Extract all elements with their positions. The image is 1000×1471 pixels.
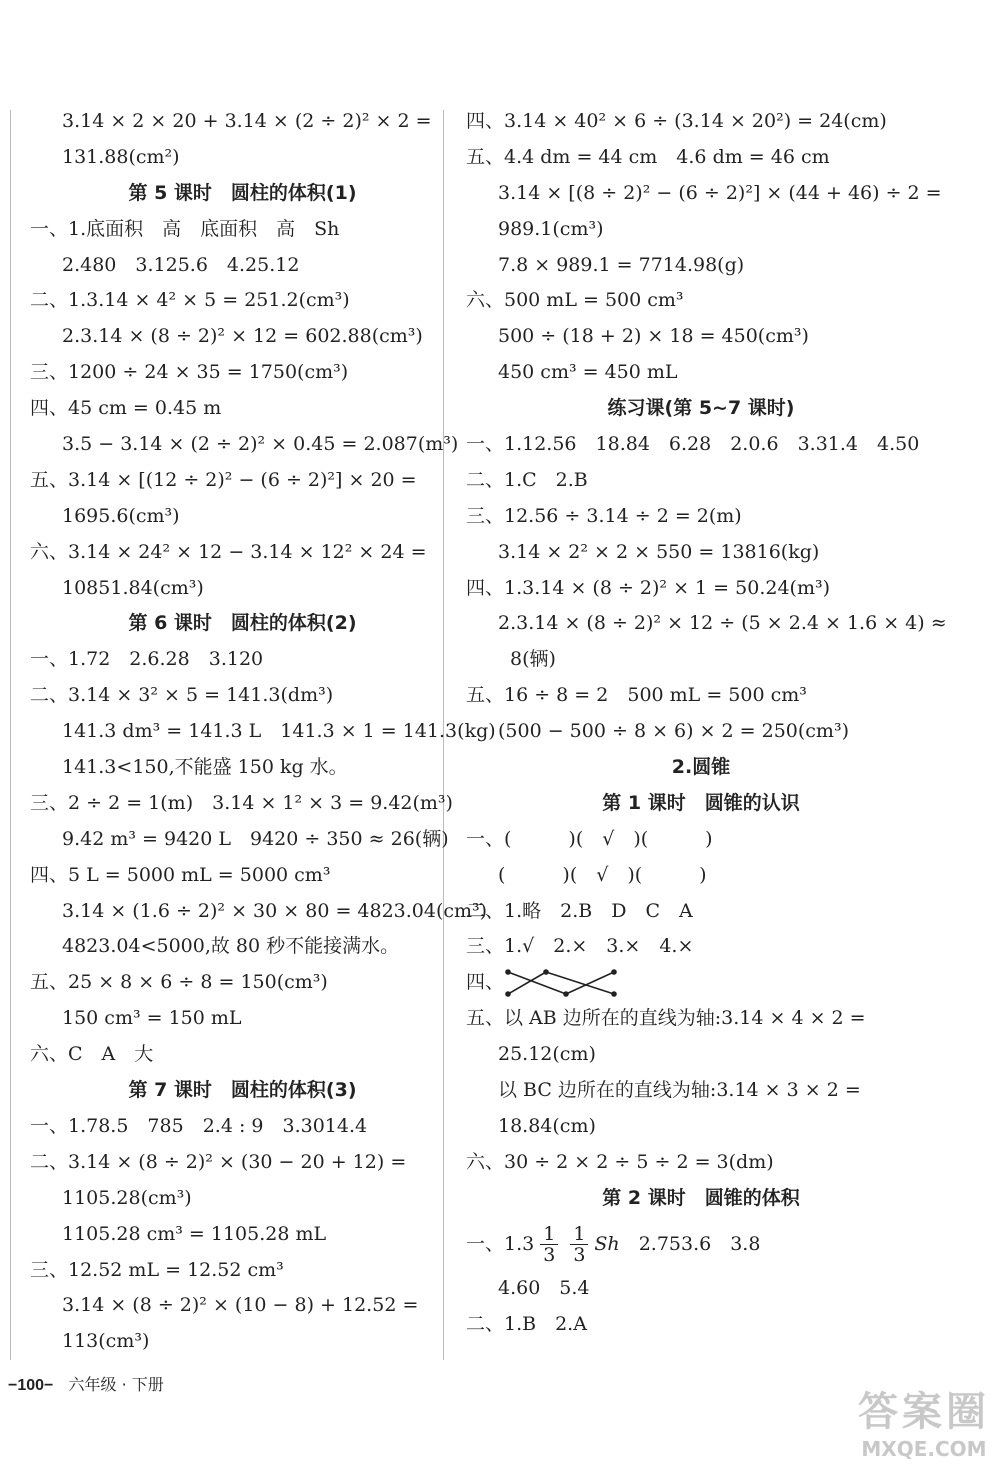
fraction-numerator: 1: [540, 1224, 558, 1245]
answer-line-continued: 3.14 × 2 × 20 + 3.14 × (2 ÷ 2)² × 2 =: [62, 110, 432, 132]
answer-line: 三、2 ÷ 2 = 1(m) 3.14 × 1² × 3 = 9.42(m³): [30, 791, 453, 814]
watermark-logo: [858, 1380, 990, 1461]
answer-line-continued: 150 cm³ = 150 mL: [62, 1007, 242, 1030]
answer-line: 六、30 ÷ 2 × 2 ÷ 5 ÷ 2 = 3(dm): [466, 1150, 774, 1173]
section-heading: 第 7 课时 圆柱的体积(3): [128, 1079, 357, 1102]
answer-line: 二、1.略 2.B D C A: [466, 899, 693, 922]
answer-line-continued: 4.60 5.4: [498, 1276, 590, 1299]
answer-line-continued: 131.88(cm²): [62, 145, 180, 168]
answer-line: 六、500 mL = 500 cm³: [466, 289, 684, 312]
answer-line-continued: 3.14 × [(8 ÷ 2)² − (6 ÷ 2)²] × (44 + 46) ÷ 2 =: [498, 181, 942, 204]
answer-line: 三、1200 ÷ 24 × 35 = 1750(cm³): [30, 361, 349, 384]
answer-line: 四、5 L = 5000 mL = 5000 cm³: [30, 863, 331, 886]
answer-prefix: 四、: [466, 971, 505, 994]
symbol-sh: Sh: [594, 1232, 620, 1255]
answer-line: 一、( )( √ )( ): [466, 827, 713, 850]
answer-line: 一、1.72 2.6.28 3.120: [30, 648, 264, 671]
answer-line: 三、1.√ 2.× 3.× 4.×: [466, 935, 694, 958]
answer-line: 二、1.C 2.B: [466, 468, 588, 491]
answer-line-continued: 141.3<150,不能盛 150 kg 水。: [62, 756, 348, 779]
answer-line-continued: 2.3.14 × (8 ÷ 2)² × 12 ÷ (5 × 2.4 × 1.6 × 4) ≈: [498, 612, 947, 635]
answer-line: 一、1.12.56 18.84 6.28 2.0.6 3.31.4 4.50: [466, 433, 920, 456]
right-column: [466, 104, 947, 1342]
section-heading: 第 5 课时 圆柱的体积(1): [128, 181, 357, 204]
answer-line-continued: 989.1(cm³): [498, 217, 604, 240]
fraction-denominator: 3: [543, 1244, 556, 1267]
matching-lines-icon: [504, 966, 624, 1000]
answer-line-continued: 3.5 − 3.14 × (2 ÷ 2)² × 0.45 = 2.087(m³): [62, 433, 459, 456]
answer-line: 一、1.78.5 785 2.4 : 9 3.3014.4: [30, 1114, 368, 1137]
answer-line: 四、45 cm = 0.45 m: [30, 397, 222, 420]
answer-line: 六、C A 大: [30, 1043, 154, 1066]
answer-line: 四、3.14 × 40² × 6 ÷ (3.14 × 20²) = 24(cm): [466, 110, 887, 132]
answer-line-continued: 141.3 dm³ = 141.3 L 141.3 × 1 = 141.3(kg): [62, 720, 496, 743]
answer-line-continued: 1105.28 cm³ = 1105.28 mL: [62, 1222, 327, 1245]
section-heading: 第 6 课时 圆柱的体积(2): [128, 612, 357, 635]
answer-line: 五、4.4 dm = 44 cm 4.6 dm = 46 cm: [466, 145, 830, 168]
answer-line: 二、3.14 × 3² × 5 = 141.3(dm³): [30, 684, 334, 707]
answer-line-continued: 7.8 × 989.1 = 7714.98(g): [498, 253, 745, 276]
answer-line-continued: 3.14 × (8 ÷ 2)² × (10 − 8) + 12.52 =: [62, 1294, 419, 1317]
answer-line-continued: 2.3.14 × (8 ÷ 2)² × 12 = 602.88(cm³): [62, 325, 423, 348]
answer-line-fraction: [466, 1217, 936, 1271]
answer-line-continued: 以 BC 边所在的直线为轴:3.14 × 3 × 2 =: [498, 1079, 861, 1102]
grade-label: 六年级 · 下册: [68, 1375, 164, 1394]
watermark-url: MXQE.COM: [861, 1437, 987, 1461]
watermark-text: 答案圈: [858, 1389, 990, 1435]
answer-line: 五、以 AB 边所在的直线为轴:3.14 × 4 × 2 =: [466, 1007, 866, 1030]
answer-line-continued: ( )( √ )( ): [498, 863, 707, 886]
answer-line-continued: 2.480 3.125.6 4.25.12: [62, 253, 300, 276]
answer-line-continued: 450 cm³ = 450 mL: [498, 361, 678, 384]
answer-line: 二、1.B 2.A: [466, 1312, 587, 1335]
answer-line-continued: 500 ÷ (18 + 2) × 18 = 450(cm³): [498, 325, 809, 348]
answer-line: 五、16 ÷ 8 = 2 500 mL = 500 cm³: [466, 684, 807, 707]
answer-line-continued: 25.12(cm): [498, 1043, 596, 1066]
section-heading: 第 1 课时 圆锥的认识: [602, 791, 800, 814]
left-margin-rule: [10, 110, 11, 1360]
answer-line: 五、3.14 × [(12 ÷ 2)² − (6 ÷ 2)²] × 20 =: [30, 468, 417, 491]
answer-line-continued: 1695.6(cm³): [62, 504, 180, 527]
section-heading: 练习课(第 5~7 课时): [607, 397, 795, 420]
fraction: [570, 1224, 588, 1265]
page-number: −100−: [8, 1377, 54, 1394]
answer-line-continued: 1105.28(cm³): [62, 1186, 192, 1209]
answer-prefix: 一、1.3: [466, 1232, 535, 1255]
fraction: [540, 1224, 558, 1265]
answer-line-continued: (500 − 500 ÷ 8 × 6) × 2 = 250(cm³): [498, 720, 849, 743]
answer-line-continued: 18.84(cm): [498, 1114, 596, 1137]
fraction-numerator: 1: [570, 1224, 588, 1245]
left-column: [30, 104, 496, 1360]
answer-line-continued: 3.14 × (1.6 ÷ 2)² × 30 × 80 = 4823.04(cm³): [62, 899, 488, 922]
fraction-denominator: 3: [573, 1244, 586, 1267]
answer-line-continued: 9.42 m³ = 9420 L 9420 ÷ 350 ≈ 26(辆): [62, 827, 449, 850]
spacer: [620, 1233, 639, 1255]
answer-line: 四、1.3.14 × (8 ÷ 2)² × 1 = 50.24(m³): [466, 576, 830, 599]
answer-line: 二、1.3.14 × 4² × 5 = 251.2(cm³): [30, 289, 350, 312]
answer-line-continued: 8(辆): [510, 648, 556, 671]
section-heading: 第 2 课时 圆锥的体积: [602, 1186, 800, 1209]
answer-line-continued: 4823.04<5000,故 80 秒不能接满水。: [62, 935, 400, 958]
answer-line: 一、1.底面积 高 底面积 高 Sh: [30, 217, 340, 240]
answer-line: 五、25 × 8 × 6 ÷ 8 = 150(cm³): [30, 971, 328, 994]
answer-line-matching: [466, 965, 936, 1001]
answer-line-continued: 113(cm³): [62, 1330, 150, 1353]
answer-line: 三、12.56 ÷ 3.14 ÷ 2 = 2(m): [466, 504, 742, 527]
answer-line: 三、12.52 mL = 12.52 cm³: [30, 1258, 284, 1281]
page-footer: [8, 1372, 164, 1395]
answer-line: 六、3.14 × 24² × 12 − 3.14 × 12² × 24 =: [30, 540, 427, 563]
answer-line-continued: 10851.84(cm³): [62, 576, 204, 599]
section-heading: 2.圆锥: [671, 756, 731, 779]
answer-line: 二、3.14 × (8 ÷ 2)² × (30 − 20 + 12) =: [30, 1150, 407, 1173]
answer-suffix: 2.753.6 3.8: [638, 1232, 761, 1255]
answer-line-continued: 3.14 × 2² × 2 × 550 = 13816(kg): [498, 540, 820, 563]
